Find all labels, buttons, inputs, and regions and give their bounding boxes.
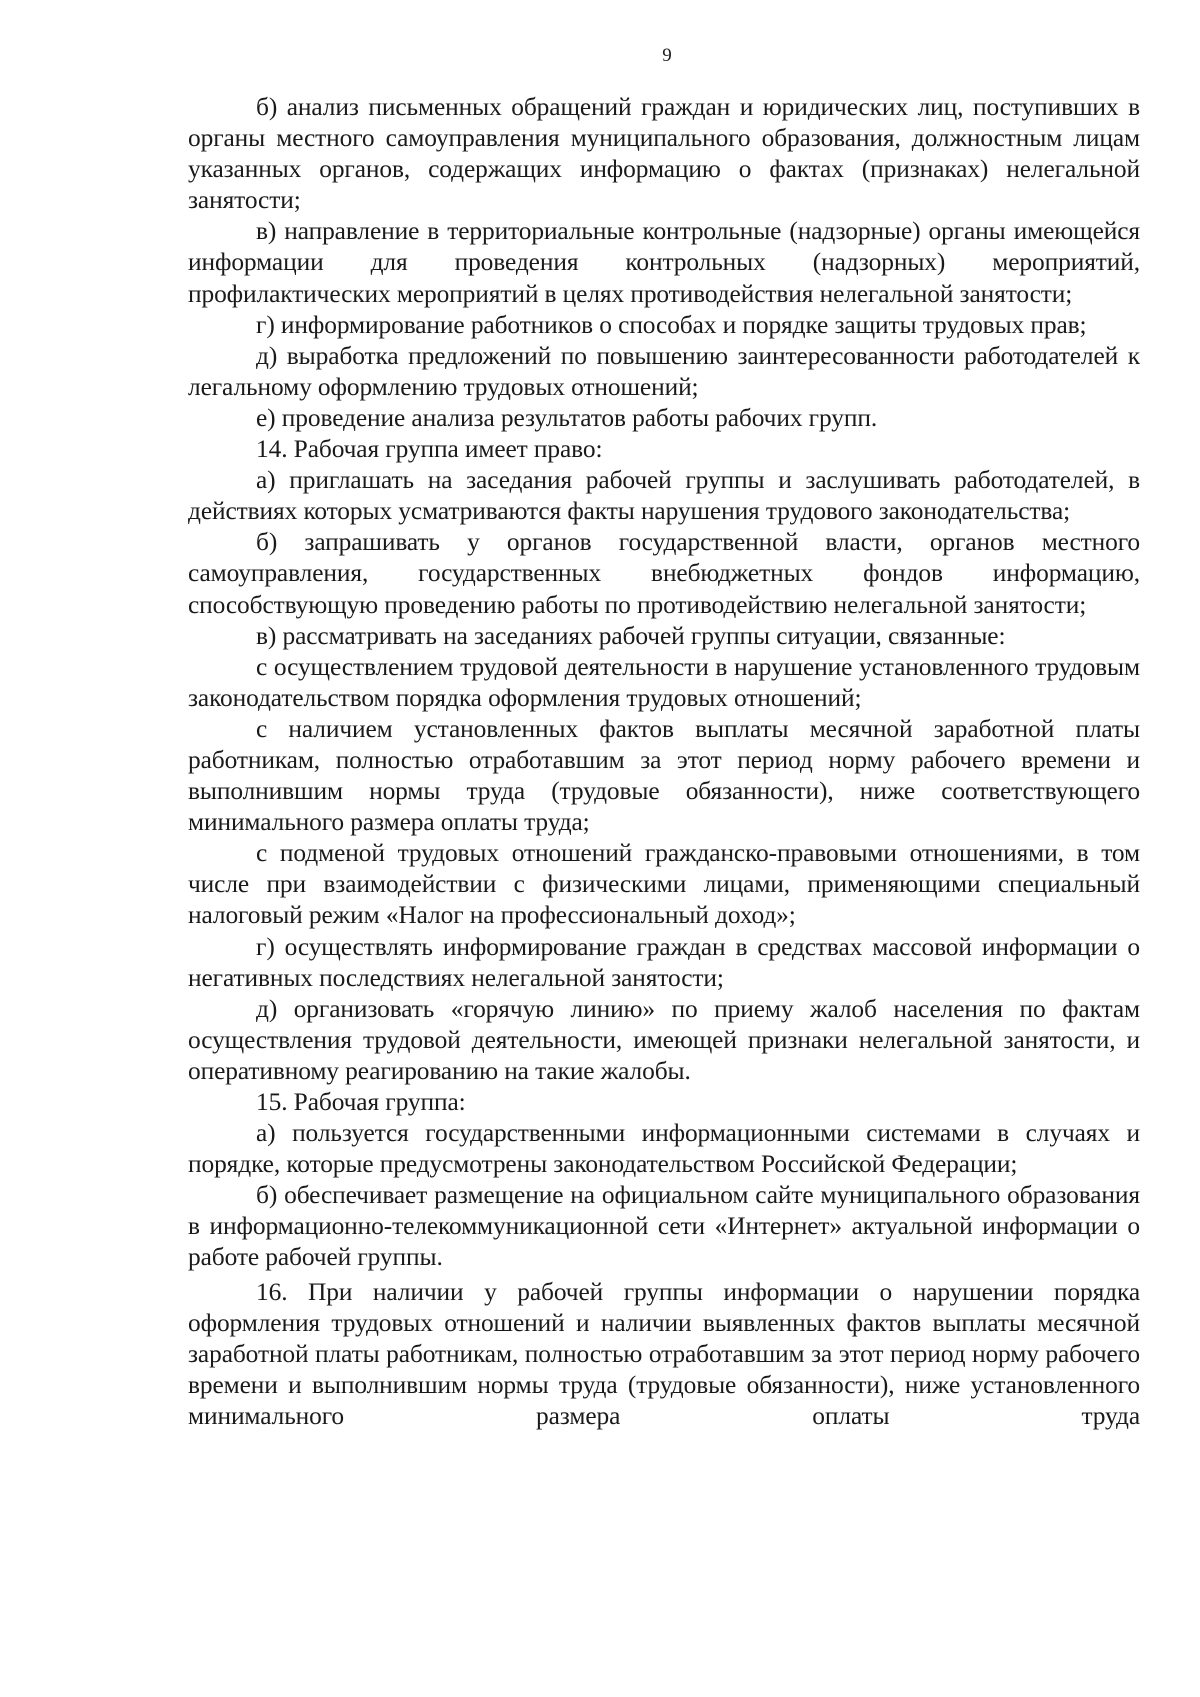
- paragraph-15a: а) пользуется государственными информационными системами в случаях и порядке, которые предусмотрены законодательством Российской Федерации;: [188, 1119, 1140, 1179]
- paragraph-13e: е) проведение анализа результатов работы рабочих групп.: [256, 403, 878, 432]
- paragraph-14-heading: 14. Рабочая группа имеет право:: [256, 435, 603, 464]
- paragraph-13v: в) направление в территориальные контрольные (надзорные) органы имеющейся информации для проведения контрольных (надзорных) мероприятий, профилактических мероприятий в целях противодействия нелегальной занятости;: [188, 217, 1140, 308]
- paragraph-14d: д) организовать «горячую линию» по приему жалоб населения по фактам осуществления трудовой деятельности, имеющей признаки нелегальной занятости, и оперативному реагированию на такие жалобы.: [188, 994, 1140, 1085]
- paragraph-13d: д) выработка предложений по повышению заинтересованности работодателей к легальному оформлению трудовых отношений;: [188, 341, 1140, 401]
- paragraph-14b: б) запрашивать у органов государственной власти, органов местного самоуправления, государственных внебюджетных фондов информацию, способствующую проведению работы по противодействию нелегальной занятости;: [188, 528, 1140, 619]
- paragraph-16: 16. При наличии у рабочей группы информации о нарушении порядка оформления трудовых отношений и наличии выявленных фактов выплаты месячной заработной платы работникам, полностью отработавшим за этот период норму рабочего времени и выполнившим нормы труда (трудовые обязанности), ниже установленного минимального размера оплаты труда: [188, 1277, 1140, 1430]
- paragraph-14v-item-2: с наличием установленных фактов выплаты месячной заработной платы работникам, полностью отработавшим за этот период норму рабочего времени и выполнившим нормы труда (трудовые обязанности), ниже соответствующего минимального размера оплаты труда;: [188, 714, 1140, 837]
- paragraph-14v-item-1: с осуществлением трудовой деятельности в нарушение установленного трудовым законодательством порядка оформления трудовых отношений;: [188, 652, 1140, 712]
- page-number: 9: [662, 45, 672, 66]
- paragraph-14v-item-3: с подменой трудовых отношений гражданско-правовыми отношениями, в том числе при взаимодействии с физическими лицами, применяющими специальный налоговый режим «Налог на профессиональный доход»;: [188, 839, 1140, 930]
- paragraph-13g: г) информирование работников о способах и порядке защиты трудовых прав;: [256, 310, 1087, 339]
- document-page: [188, 44, 1140, 1432]
- paragraph-14v: в) рассматривать на заседаниях рабочей группы ситуации, связанные:: [256, 621, 1006, 650]
- paragraph-13b: б) анализ письменных обращений граждан и юридических лиц, поступивших в органы местного самоуправления муниципального образования, должностным лицам указанных органов, содержащих информацию о фактах (признаках) нелегальной занятости;: [188, 93, 1140, 215]
- paragraph-15b: б) обеспечивает размещение на официальном сайте муниципального образования в информационно-телекоммуникационной сети «Интернет» актуальной информации о работе рабочей группы.: [188, 1181, 1140, 1272]
- paragraph-14g: г) осуществлять информирование граждан в средствах массовой информации о негативных последствиях нелегальной занятости;: [188, 932, 1140, 992]
- paragraph-15-heading: 15. Рабочая группа:: [256, 1088, 466, 1116]
- paragraph-14a: а) приглашать на заседания рабочей группы и заслушивать работодателей, в действиях которых усматриваются факты нарушения трудового законодательства;: [188, 466, 1140, 526]
